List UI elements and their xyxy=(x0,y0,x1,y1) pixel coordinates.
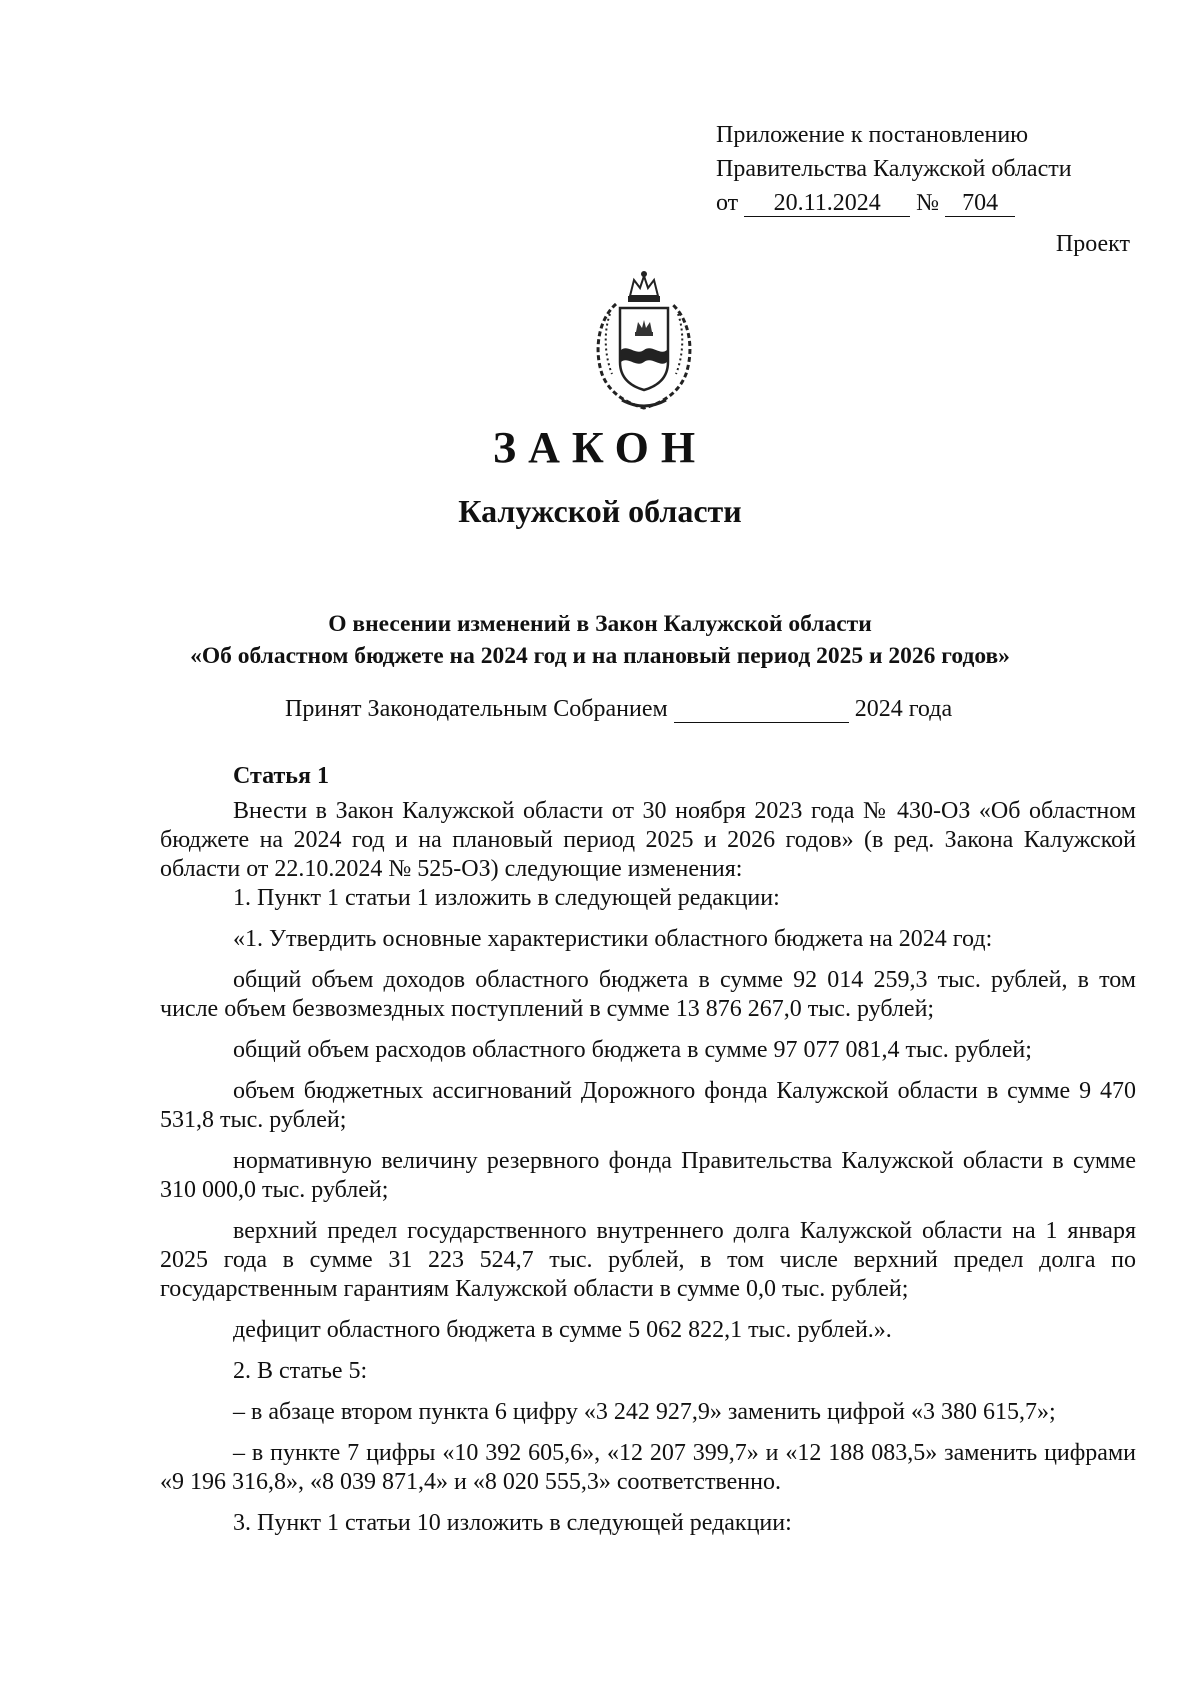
article-paragraph: общий объем расходов областного бюджета в сумме 97 077 081,4 тыс. рублей; xyxy=(233,1037,1032,1063)
law-title-line-2: «Об областном бюджете на 2024 год и на плановый период 2025 и 2026 годов» xyxy=(190,643,1010,669)
article-paragraph: 3. Пункт 1 статьи 10 изложить в следующей редакции: xyxy=(233,1510,792,1536)
appendix-date-line xyxy=(716,186,1072,220)
appendix-note xyxy=(716,118,1072,220)
law-heading: ЗАКОН xyxy=(492,423,708,472)
article-paragraph: общий объем доходов областного бюджета в сумме 92 014 259,3 тыс. рублей, в том числе объем безвозмездных поступлений в сумме 13 876 267,0 тыс. рублей; xyxy=(160,967,1136,1022)
adoption-date-blank xyxy=(674,696,849,723)
article-paragraph: – в абзаце втором пункта 6 цифру «3 242 927,9» заменить цифрой «3 380 615,7»; xyxy=(233,1399,1056,1425)
adoption-suffix: 2024 года xyxy=(854,696,953,722)
article-paragraph: Внести в Закон Калужской области от 30 ноября 2023 года № 430-ОЗ «Об областном бюджете на 2024 год и на плановый период 2025 и 2026 годов» (в ред. Закона Калужской области от 22.10.2024 № 525-ОЗ) следующие изменения: xyxy=(160,798,1136,882)
article-paragraph: 2. В статье 5: xyxy=(233,1358,368,1384)
region-heading: Калужской области xyxy=(458,493,742,529)
number-label: № xyxy=(916,190,940,216)
from-label: от xyxy=(716,190,739,216)
resolution-date: 20.11.2024 xyxy=(744,190,910,217)
kaluga-coat-of-arms-icon xyxy=(588,270,700,412)
article-paragraph: объем бюджетных ассигнований Дорожного фонда Калужской области в сумме 9 470 531,8 тыс. рублей; xyxy=(160,1078,1136,1133)
article-paragraph: дефицит областного бюджета в сумме 5 062 822,1 тыс. рублей.». xyxy=(233,1317,892,1343)
article-heading: Статья 1 xyxy=(233,763,329,789)
article-paragraph: верхний предел государственного внутреннего долга Калужской области на 1 января 2025 года в сумме 31 223 524,7 тыс. рублей, в том числе верхний предел долга по государственным гарантиям Калужской области в сумме 0,0 тыс. рублей; xyxy=(160,1218,1136,1302)
article-paragraph: 1. Пункт 1 статьи 1 изложить в следующей редакции: xyxy=(233,885,780,911)
project-status: Проект xyxy=(1055,231,1130,257)
resolution-number: 704 xyxy=(945,190,1015,217)
appendix-line-1: Приложение к постановлению xyxy=(716,122,1029,148)
article-paragraph: нормативную величину резервного фонда Правительства Калужской области в сумме 310 000,0 тыс. рублей; xyxy=(160,1148,1136,1203)
article-paragraph: – в пункте 7 цифры «10 392 605,6», «12 207 399,7» и «12 188 083,5» заменить цифрами «9 196 316,8», «8 039 871,4» и «8 020 555,3» соответственно. xyxy=(160,1440,1136,1495)
law-title xyxy=(160,608,1040,672)
article-body xyxy=(160,762,1136,1538)
adoption-line xyxy=(285,696,952,723)
appendix-line-2: Правительства Калужской области xyxy=(716,156,1072,182)
adoption-prefix: Принят Законодательным Собранием xyxy=(285,696,668,722)
article-paragraph: «1. Утвердить основные характеристики областного бюджета на 2024 год: xyxy=(233,926,993,952)
law-title-line-1: О внесении изменений в Закон Калужской области xyxy=(328,611,872,637)
